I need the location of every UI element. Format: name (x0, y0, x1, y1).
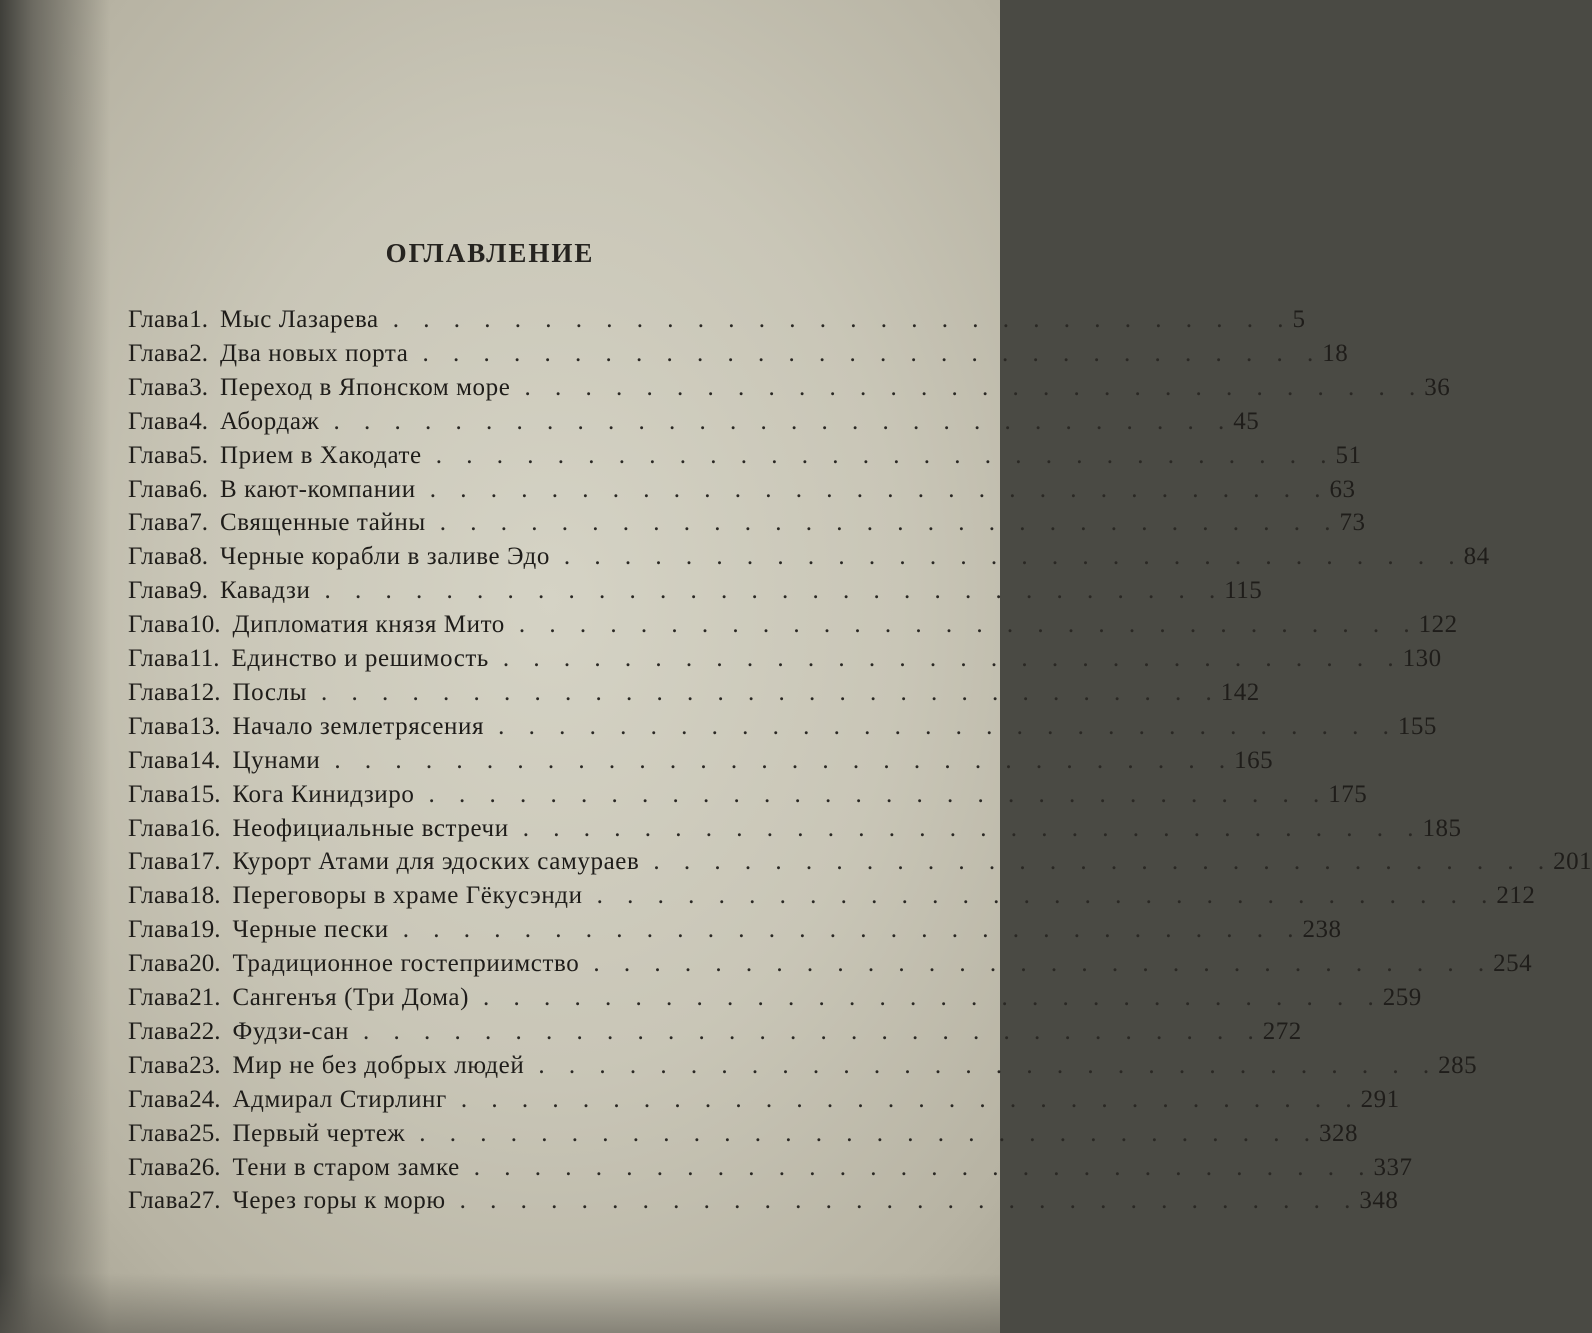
toc-entry (128, 339, 1349, 374)
toc-entry (128, 577, 1263, 611)
page-number: 291 (1360, 1085, 1400, 1113)
page-number: 337 (1373, 1153, 1413, 1181)
dot-leader: . . . . . . . . . . . . . . . . . . . . . . . . . . . . . . (538, 1051, 1439, 1079)
chapter-word: Глава (128, 577, 190, 605)
dot-leader: . . . . . . . . . . . . . . . . . . . . . . . . . . . . . . (402, 916, 1303, 944)
toc-entry (128, 780, 1368, 815)
chapter-title: Послы (232, 678, 308, 706)
chapter-word: Глава (128, 814, 190, 842)
chapter-number: 13. (189, 712, 221, 740)
page-number: 254 (1493, 950, 1533, 978)
chapter-number: 11. (189, 645, 220, 672)
dot-leader: . . . . . . . . . . . . . . . . . . . . . . . . . . . . . . (460, 1085, 1361, 1113)
toc-title-text: ОГЛАВЛЕНИЕ (385, 238, 595, 268)
chapter-number: 15. (189, 780, 221, 808)
chapter-number: 20. (189, 950, 221, 978)
dot-leader: . . . . . . . . . . . . . . . . . . . . . . . . . . . . . . (522, 814, 1423, 842)
toc-entry (128, 712, 1437, 747)
chapter-word: Глава (128, 882, 190, 910)
chapter-word: Глава (128, 712, 190, 740)
chapter-word: Глава (128, 848, 190, 876)
toc-entry (128, 848, 1592, 882)
chapter-word: Глава (128, 1017, 190, 1045)
chapter-number: 14. (189, 746, 221, 774)
page-number: 175 (1328, 780, 1368, 808)
chapter-word: Глава (128, 1051, 190, 1079)
chapter-number: 19. (189, 916, 221, 944)
dot-leader: . . . . . . . . . . . . . . . . . . . . . . . . . . . . . . (498, 712, 1398, 740)
toc-entry (128, 746, 1274, 781)
toc-entry (128, 645, 1442, 679)
chapter-word: Глава (128, 950, 190, 978)
chapter-word: Глава (128, 678, 190, 706)
toc-entry (128, 1085, 1400, 1120)
page-number: 328 (1319, 1119, 1359, 1147)
chapter-word: Глава (128, 339, 190, 367)
toc-entry (128, 916, 1342, 950)
toc-entry (128, 407, 1260, 442)
dot-leader: . . . . . . . . . . . . . . . . . . . . . . . . . . . . . . (518, 611, 1419, 639)
toc-entry (128, 1017, 1302, 1052)
toc-entry (128, 509, 1366, 543)
dot-leader: . . . . . . . . . . . . . . . . . . . . . . . . . . . . . . (459, 1187, 1360, 1215)
chapter-word: Глава (128, 543, 190, 571)
chapter-title: Кога Кинидзиро (232, 780, 415, 808)
page-number: 142 (1220, 678, 1260, 706)
chapter-title: Прием в Хакодате (219, 441, 422, 469)
dot-leader: . . . . . . . . . . . . . . . . . . . . . . . . . . . . . . (321, 678, 1221, 706)
dot-leader: . . . . . . . . . . . . . . . . . . . . . . . . . . . . . . (428, 780, 1329, 808)
page-number: 5 (1292, 306, 1306, 333)
dot-leader: . . . . . . . . . . . . . . . . . . . . . . . . . . . . . . (334, 746, 1235, 774)
chapter-number: 4. (189, 407, 208, 435)
chapter-word: Глава (128, 441, 190, 469)
chapter-number: 23. (189, 1051, 221, 1079)
chapter-word: Глава (128, 645, 190, 672)
dot-leader: . . . . . . . . . . . . . . . . . . . . . . . . . . . . . . (363, 1017, 1263, 1045)
chapter-title: Абордаж (219, 407, 320, 435)
toc-entry (128, 441, 1362, 476)
dot-leader: . . . . . . . . . . . . . . . . . . . . . . . . . . . . . . (435, 441, 1336, 469)
dot-leader: . . . . . . . . . . . . . . . . . . . . . . . . . . . . . . (563, 543, 1464, 571)
chapter-word: Глава (128, 1153, 190, 1181)
chapter-title: Первый чертеж (232, 1119, 406, 1147)
page-number: 201 (1553, 848, 1592, 876)
chapter-word: Глава (128, 746, 190, 774)
chapter-number: 5. (189, 441, 208, 469)
chapter-title: Адмирал Стирлинг (232, 1085, 447, 1113)
chapter-title: Переход в Японском море (219, 373, 511, 401)
toc-entry (128, 678, 1260, 713)
chapter-number: 22. (189, 1017, 221, 1045)
chapter-number: 21. (189, 984, 221, 1011)
chapter-number: 26. (189, 1153, 221, 1181)
dot-leader: . . . . . . . . . . . . . . . . . . . . . . . . . . . . . . (439, 509, 1340, 537)
page-number: 165 (1234, 746, 1274, 774)
chapter-title: Традиционное гостеприимство (232, 950, 580, 978)
dot-leader: . . . . . . . . . . . . . . . . . . . . . . . . . . . . . . (653, 848, 1554, 876)
chapter-title: Переговоры в храме Гёкусэнди (232, 882, 583, 910)
chapter-number: 3. (189, 373, 208, 401)
page-number: 63 (1329, 475, 1356, 503)
chapter-title: Черные пески (232, 916, 389, 944)
chapter-number: 16. (189, 814, 221, 842)
chapter-word: Глава (128, 984, 190, 1011)
chapter-title: Сангенъя (Три Дома) (232, 984, 470, 1011)
chapter-title: Фудзи-сан (232, 1017, 350, 1045)
chapter-number: 2. (189, 339, 208, 367)
chapter-number: 24. (189, 1085, 221, 1113)
dot-leader: . . . . . . . . . . . . . . . . . . . . . . . . . . . . . . (596, 882, 1497, 910)
dot-leader: . . . . . . . . . . . . . . . . . . . . . . . . . . . . . . (419, 1119, 1320, 1147)
page-number: 73 (1339, 509, 1366, 537)
chapter-word: Глава (128, 916, 190, 944)
chapter-number: 12. (189, 678, 221, 706)
chapter-number: 9. (189, 577, 208, 605)
chapter-title: Начало землетрясения (232, 712, 485, 740)
dot-leader: . . . . . . . . . . . . . . . . . . . . . . . . . . . . . . (524, 373, 1425, 401)
chapter-number: 25. (189, 1119, 221, 1147)
page-number: 348 (1359, 1187, 1399, 1215)
page-number: 18 (1322, 339, 1349, 367)
dot-leader: . . . . . . . . . . . . . . . . . . . . . . . . . . . . . . (483, 984, 1383, 1011)
chapter-number: 27. (189, 1187, 221, 1215)
chapter-number: 18. (189, 882, 221, 910)
toc-entry (128, 611, 1458, 645)
chapter-title: Цунами (232, 746, 321, 774)
chapter-title: Курорт Атами для эдоских самураев (232, 848, 640, 876)
chapter-word: Глава (128, 1119, 190, 1147)
dot-leader: . . . . . . . . . . . . . . . . . . . . . . . . . . . . . . (429, 475, 1330, 503)
toc-entry (128, 1051, 1478, 1086)
chapter-title: В кают-компании (219, 475, 416, 503)
chapter-title: Священные тайны (219, 509, 426, 537)
dot-leader: . . . . . . . . . . . . . . . . . . . . . . . . . . . . . . (333, 407, 1234, 435)
chapter-word: Глава (128, 1187, 190, 1215)
chapter-title: Мир не без добрых людей (232, 1051, 525, 1079)
dot-leader: . . . . . . . . . . . . . . . . . . . . . . . . . . . . . . (473, 1153, 1374, 1181)
chapter-title: Кавадзи (219, 577, 311, 605)
chapter-word: Глава (128, 475, 190, 503)
chapter-number: 1. (189, 306, 208, 333)
page-number: 285 (1438, 1051, 1478, 1079)
chapter-title: Дипломатия князя Мито (232, 611, 505, 639)
page-number: 185 (1422, 814, 1462, 842)
toc-entry (128, 950, 1533, 984)
toc-entry (128, 373, 1451, 408)
chapter-title: Единство и решимость (231, 645, 489, 672)
chapter-title: Мыс Лазарева (219, 306, 379, 333)
page-number: 259 (1382, 984, 1422, 1011)
chapter-number: 17. (189, 848, 221, 876)
page-number: 122 (1418, 611, 1458, 639)
chapter-number: 8. (189, 543, 208, 571)
chapter-title: Два новых порта (219, 339, 409, 367)
chapter-word: Глава (128, 509, 190, 537)
toc-entry (128, 984, 1422, 1018)
toc-entry (128, 475, 1356, 510)
chapter-title: Через горы к морю (232, 1187, 446, 1215)
page-number: 45 (1233, 407, 1260, 435)
chapter-title: Черные корабли в заливе Эдо (219, 543, 550, 571)
toc-entry (128, 882, 1536, 916)
chapter-number: 10. (189, 611, 221, 639)
page-number: 155 (1397, 712, 1437, 740)
chapter-title: Тени в старом замке (232, 1153, 460, 1181)
chapter-word: Глава (128, 611, 190, 639)
chapter-number: 6. (189, 475, 208, 503)
page-number: 115 (1224, 577, 1263, 605)
page-number: 130 (1402, 645, 1442, 672)
chapter-word: Глава (128, 407, 190, 435)
chapter-title: Неофициальные встречи (232, 814, 509, 842)
toc-entry (128, 1153, 1413, 1188)
dot-leader: . . . . . . . . . . . . . . . . . . . . . . . . . . . . . . (324, 577, 1225, 605)
page-number: 238 (1302, 916, 1342, 944)
dot-leader: . . . . . . . . . . . . . . . . . . . . . . . . . . . . . . (392, 306, 1293, 333)
page-number: 36 (1424, 373, 1451, 401)
page-number: 212 (1496, 882, 1536, 910)
toc-entry (128, 543, 1490, 577)
toc-entry (128, 814, 1462, 849)
page-number: 51 (1335, 441, 1362, 469)
dot-leader: . . . . . . . . . . . . . . . . . . . . . . . . . . . . . . (593, 950, 1494, 978)
chapter-word: Глава (128, 1085, 190, 1113)
chapter-number: 7. (189, 509, 208, 537)
chapter-word: Глава (128, 306, 190, 333)
toc-entry (128, 1119, 1359, 1154)
page-number: 272 (1262, 1017, 1302, 1045)
page-number: 84 (1463, 543, 1490, 571)
toc-entry (128, 306, 1306, 340)
chapter-word: Глава (128, 780, 190, 808)
dot-leader: . . . . . . . . . . . . . . . . . . . . . . . . . . . . . . (502, 645, 1403, 672)
toc-entry (128, 1187, 1399, 1221)
dot-leader: . . . . . . . . . . . . . . . . . . . . . . . . . . . . . . (422, 339, 1323, 367)
chapter-word: Глава (128, 373, 190, 401)
